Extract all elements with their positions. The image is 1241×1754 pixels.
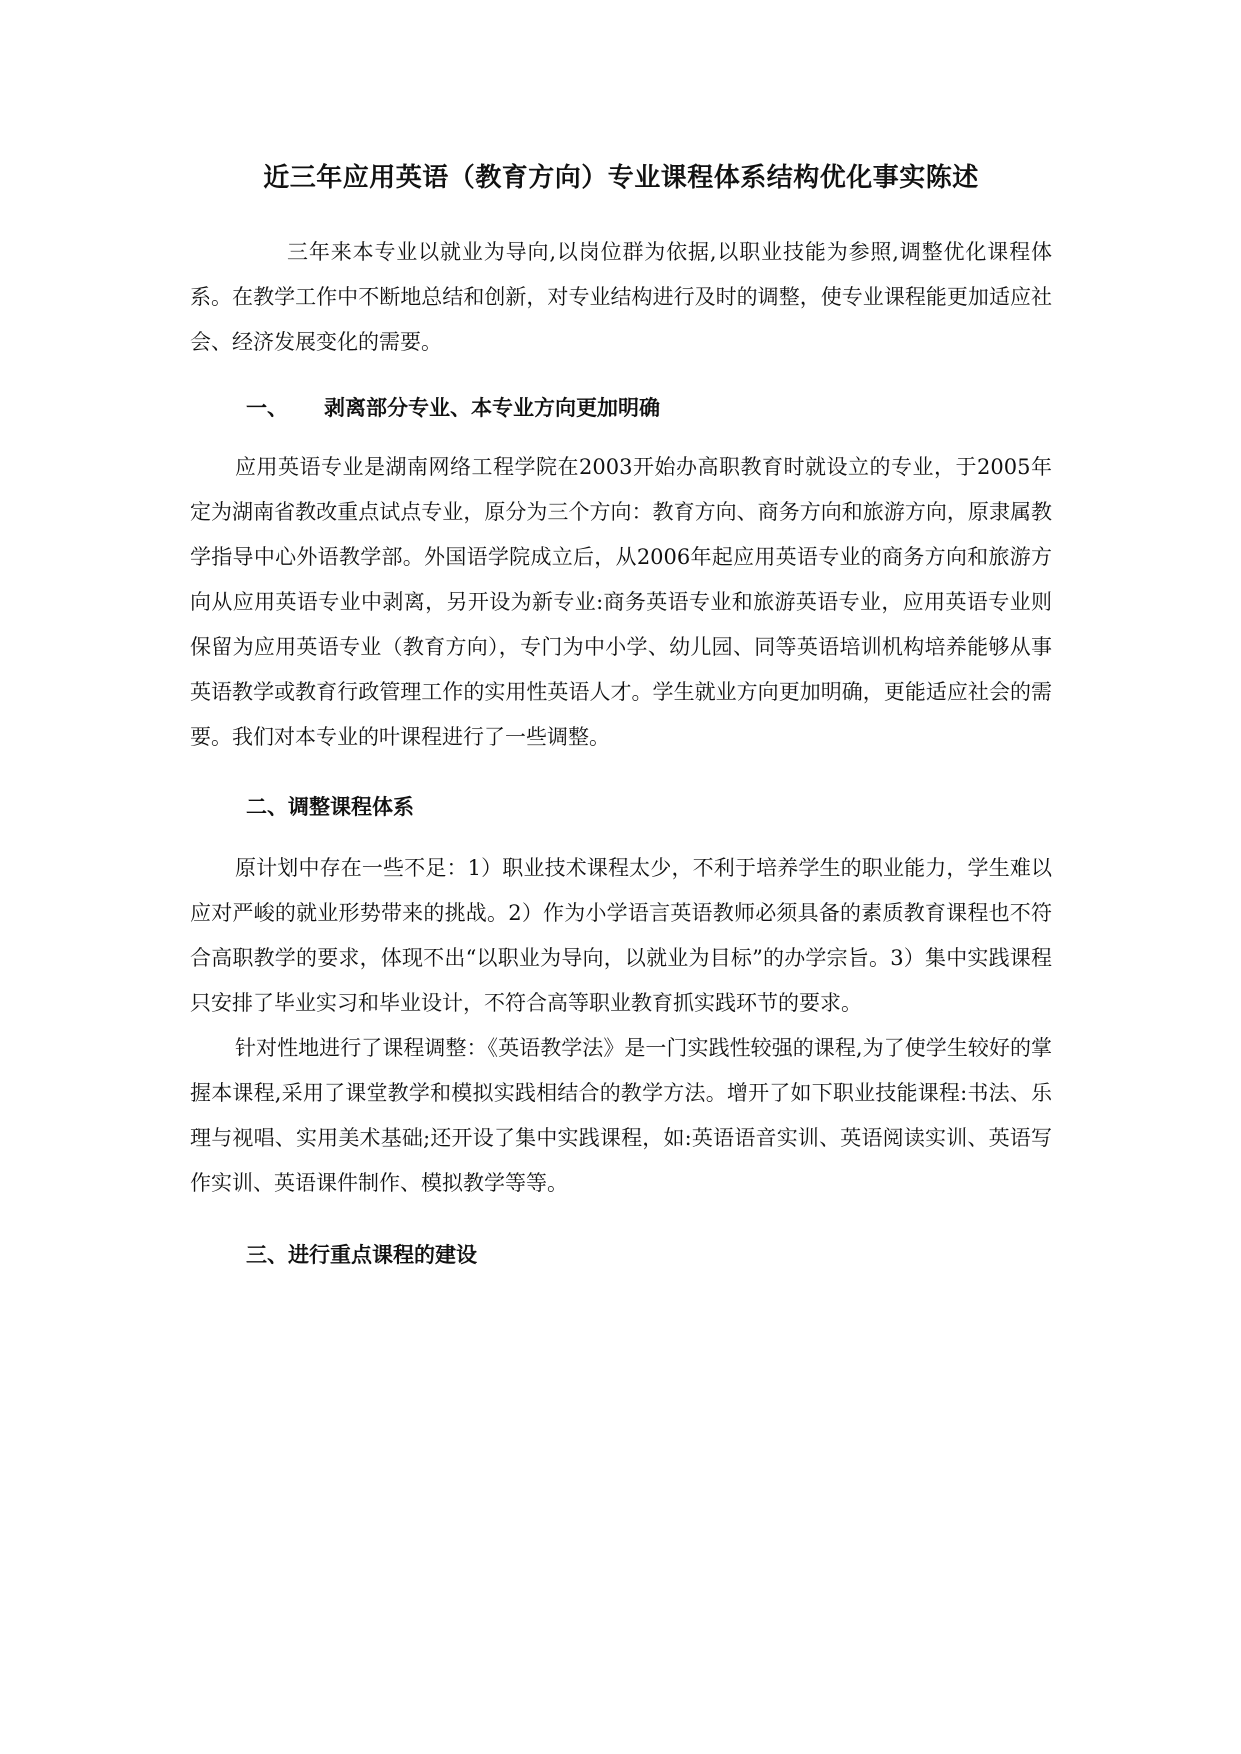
document-body bbox=[190, 158, 1052, 1270]
section-number: 三、 bbox=[246, 1243, 288, 1267]
section-heading-3 bbox=[190, 1240, 1052, 1270]
section-title: 进行重点课程的建设 bbox=[288, 1243, 477, 1267]
section-number: 二、 bbox=[246, 795, 288, 819]
section-heading-2 bbox=[190, 792, 1052, 822]
section-title: 剥离部分专业、本专业方向更加明确 bbox=[324, 396, 660, 420]
section-title: 调整课程体系 bbox=[288, 795, 414, 819]
intro-paragraph: 三年来本专业以就业为导向,以岗位群为依据,以职业技能为参照,调整优化课程体系。在教学工作中不断地总结和创新，对专业结构进行及时的调整，使专业课程能更加适应社会、经济发展变化的需要。 bbox=[190, 240, 1052, 354]
section-2-paragraph-2: 针对性地进行了课程调整：《英语教学法》是一门实践性较强的课程,为了使学生较好的掌握本课程,采用了课堂教学和模拟实践相结合的教学方法。增开了如下职业技能课程:书法、乐理与视唱、实用美术基础;还开设了集中实践课程，如:英语语音实训、英语阅读实训、英语写作实训、英语课件制作、模拟教学等等。 bbox=[190, 1036, 1052, 1195]
section-1-paragraph-1: 应用英语专业是湖南网络工程学院在2003开始办高职教育时就设立的专业，于2005年定为湖南省教改重点试点专业，原分为三个方向：教育方向、商务方向和旅游方向，原隶属教学指导中心外语教学部。外国语学院成立后，从2006年起应用英语专业的商务方向和旅游方向从应用英语专业中剥离，另开设为新专业:商务英语专业和旅游英语专业，应用英语专业则保留为应用英语专业（教育方向），专门为中小学、幼儿园、同等英语培训机构培养能够从事英语教学或教育行政管理工作的实用性英语人才。学生就业方向更加明确，更能适应社会的需要。我们对本专业的叶课程进行了一些调整。 bbox=[190, 455, 1052, 749]
section-heading-1 bbox=[190, 393, 1052, 423]
document-title: 近三年应用英语（教育方向）专业课程体系结构优化事实陈述 bbox=[263, 163, 979, 193]
section-number: 一、 bbox=[246, 396, 288, 420]
section-2-paragraph-1: 原计划中存在一些不足：1）职业技术课程太少，不利于培养学生的职业能力，学生难以应对严峻的就业形势带来的挑战。2）作为小学语言英语教师必须具备的素质教育课程也不符合高职教学的要求，体现不出“以职业为导向，以就业为目标”的办学宗旨。3）集中实践课程只安排了毕业实习和毕业设计，不符合高等职业教育抓实践环节的要求。 bbox=[190, 856, 1052, 1015]
